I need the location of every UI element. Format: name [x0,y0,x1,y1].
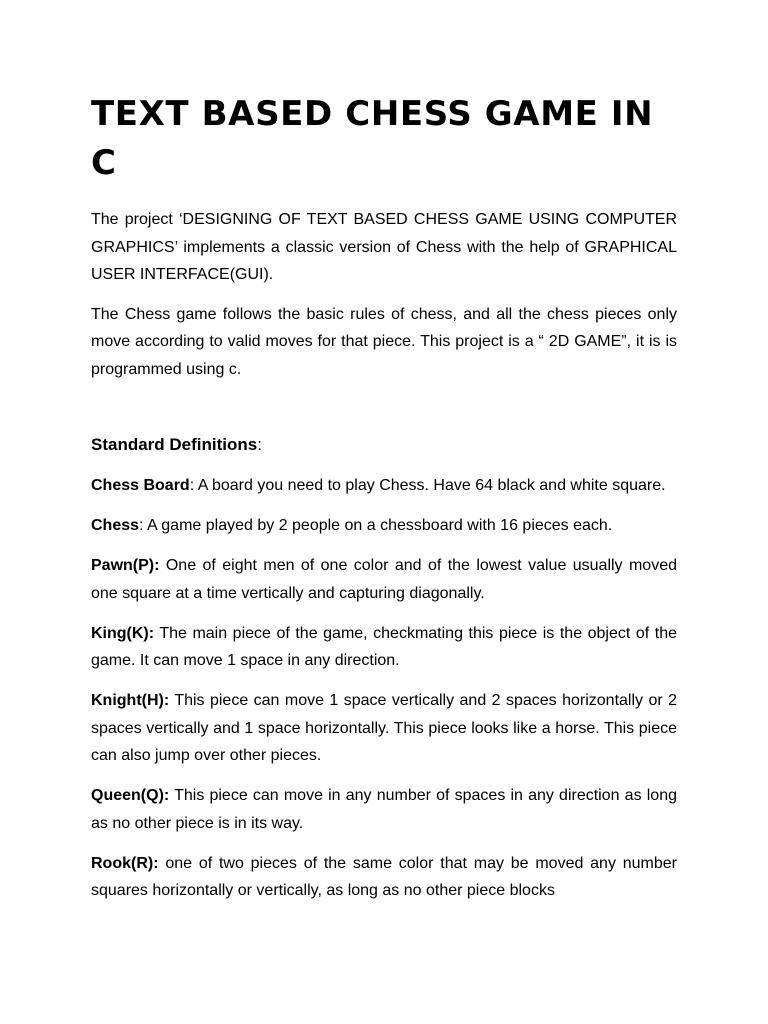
definition-king [91,620,677,675]
definition-pawn [91,552,677,607]
section-heading [91,431,677,459]
definition-text: A game played by 2 people on a chessboard with 16 pieces each. [143,517,613,534]
definition-chess-board [91,472,677,500]
definition-text: This piece can move 1 space vertically and 2 spaces horizontally or 2 spaces vertically and 1 space horizontally. This piece looks like a horse. This piece can also jump over other pieces. [91,692,677,764]
definition-rook [91,850,677,905]
definition-text: A board you need to play Chess. Have 64 black and white square. [194,477,666,494]
definition-separator: : [189,477,195,494]
intro-paragraph-2: The Chess game follows the basic rules of chess, and all the chess pieces only move according to valid moves for that piece. This project is a “ 2D GAME”, it is is programmed using c. [91,305,677,378]
definition-term: Queen(Q): [91,787,170,804]
definition-term: Pawn(P): [91,557,160,574]
definition-queen [91,782,677,837]
definition-text: One of eight men of one color and of the lowest value usually moved one square at a time vertically and capturing diagonally. [91,557,677,602]
definition-text: one of two pieces of the same color that may be moved any number squares horizontally or vertically, as long as no other piece blocks [91,854,677,899]
definition-knight [91,687,677,770]
definition-term: Chess [91,517,140,534]
definition-term: Knight(H): [91,692,170,709]
definition-text: The main piece of the game, checkmating this piece is the object of the game. It can move 1 space in any direction. [91,624,677,669]
definition-separator: : [139,517,144,534]
document-title: TEXT BASED CHESS GAME IN C [91,94,654,183]
definition-term: Rook(R): [91,854,159,872]
definition-text: This piece can move in any number of spaces in any direction as long as no other piece is in its way. [91,787,677,832]
definition-term: King(K): [91,624,155,642]
section-heading-colon: : [257,435,262,454]
section-heading-text: Standard Definitions [91,435,258,454]
intro-paragraph-1: The project ‘DESIGNING OF TEXT BASED CHESS GAME USING COMPUTER GRAPHICS’ implements a classic version of Chess with the help of GRAPHICAL USER INTERFACE(GUI). [91,211,677,283]
document-page [91,90,677,917]
definition-chess [91,512,677,540]
definition-term: Chess Board [91,477,190,494]
